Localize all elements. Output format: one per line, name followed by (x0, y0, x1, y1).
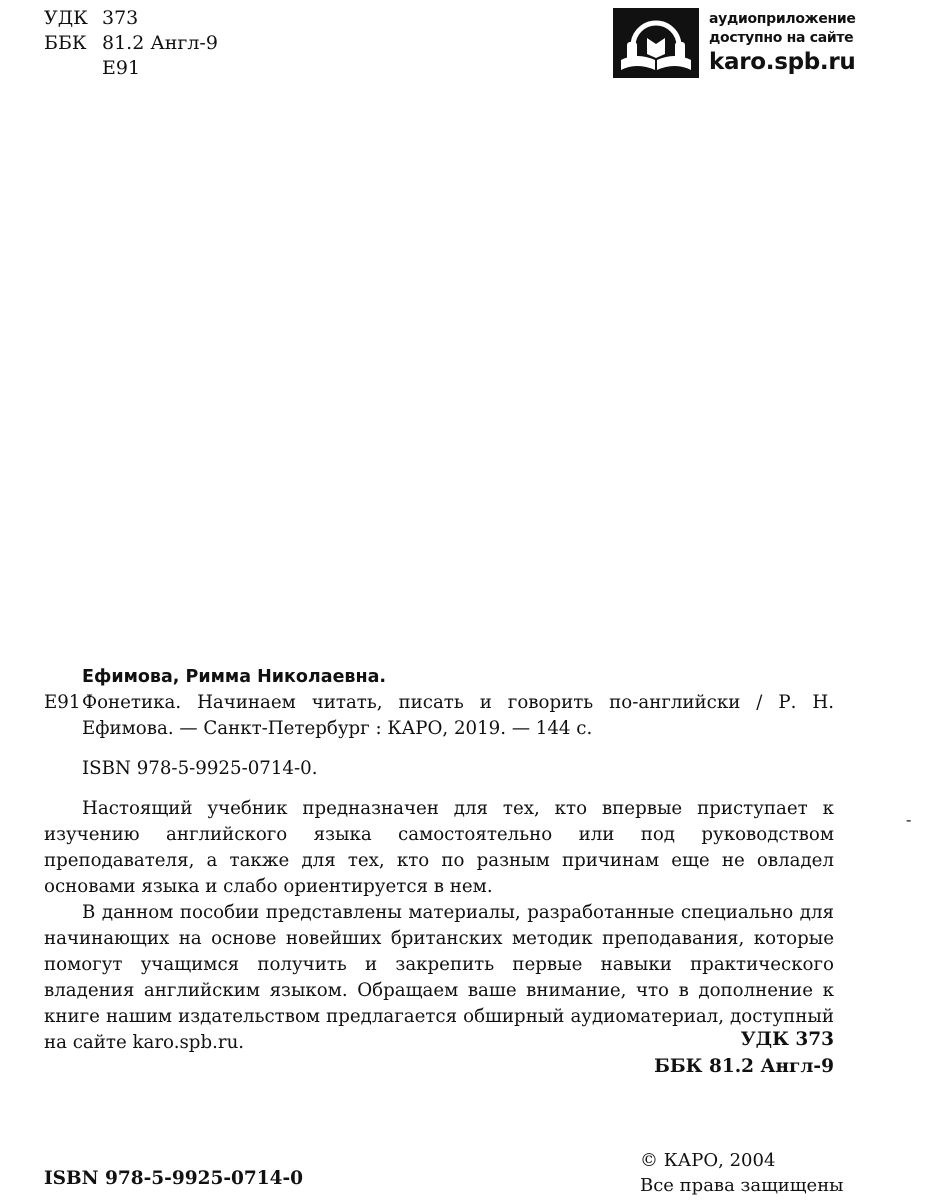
isbn-line: ISBN 978-5-9925-0714-0. (82, 758, 318, 779)
entry-mark: Е91 (44, 692, 81, 713)
footer-isbn: ISBN 978-5-9925-0714-0 (44, 1168, 304, 1189)
udk-row (44, 6, 218, 31)
bold-classification-codes (654, 1026, 834, 1080)
badge-site: karo.spb.ru (709, 49, 856, 75)
abstract-paragraph-1: Настоящий учебник предназначен для тех, кто впервые приступает к изучению английского языка самостоятельно или под руководством преподавателя, а также для тех, кто по разным причинам еще не овладел основами языка и слабо ориентируется в нем. (44, 798, 834, 897)
udk-value: 373 (102, 7, 139, 29)
audio-app-badge (613, 8, 856, 80)
badge-text (709, 10, 856, 76)
book-headphones-icon (613, 8, 699, 78)
margin-mark: - (906, 810, 912, 829)
author-heading: Ефимова, Римма Николаевна. (82, 667, 387, 687)
bold-bbk: ББК 81.2 Англ-9 (654, 1056, 834, 1077)
entry-description: Фонетика. Начинаем читать, писать и говорить по-английски / Р. Н. Ефимова. — Санкт-Петербург : КАРО, 2019. — 144 с. (82, 692, 834, 739)
classification-codes (44, 6, 218, 81)
bold-udk: УДК 373 (740, 1029, 834, 1050)
badge-line-1: аудиоприложение (709, 11, 856, 27)
catalog-card (44, 664, 834, 1056)
abstract (44, 796, 834, 1056)
abstract-paragraph-2: В данном пособии представлены материалы, разработанные специально для начинающих на основе новейших британских методик преподавания, которые помогут учащимся получить и закрепить первые навыки практического владения английским языком. Обращаем ваше внимание, что в дополнение к книге нашим издательством предлагается обширный аудиоматериал, доступный на сайте karo.spb.ru. (44, 902, 834, 1053)
udk-label: УДК (44, 7, 88, 29)
badge-line-2: доступно на сайте (709, 30, 854, 46)
bibliographic-entry (44, 690, 834, 742)
bbk-value: 81.2 Англ-9 (102, 32, 218, 54)
copyright-line: © КАРО, 2004 (640, 1150, 776, 1171)
bbk-label: ББК (44, 32, 87, 54)
bbk-row (44, 31, 218, 56)
rights-line: Все права защищены (640, 1175, 844, 1196)
copyright-block (640, 1148, 844, 1198)
author-mark: Е91 (102, 57, 141, 79)
